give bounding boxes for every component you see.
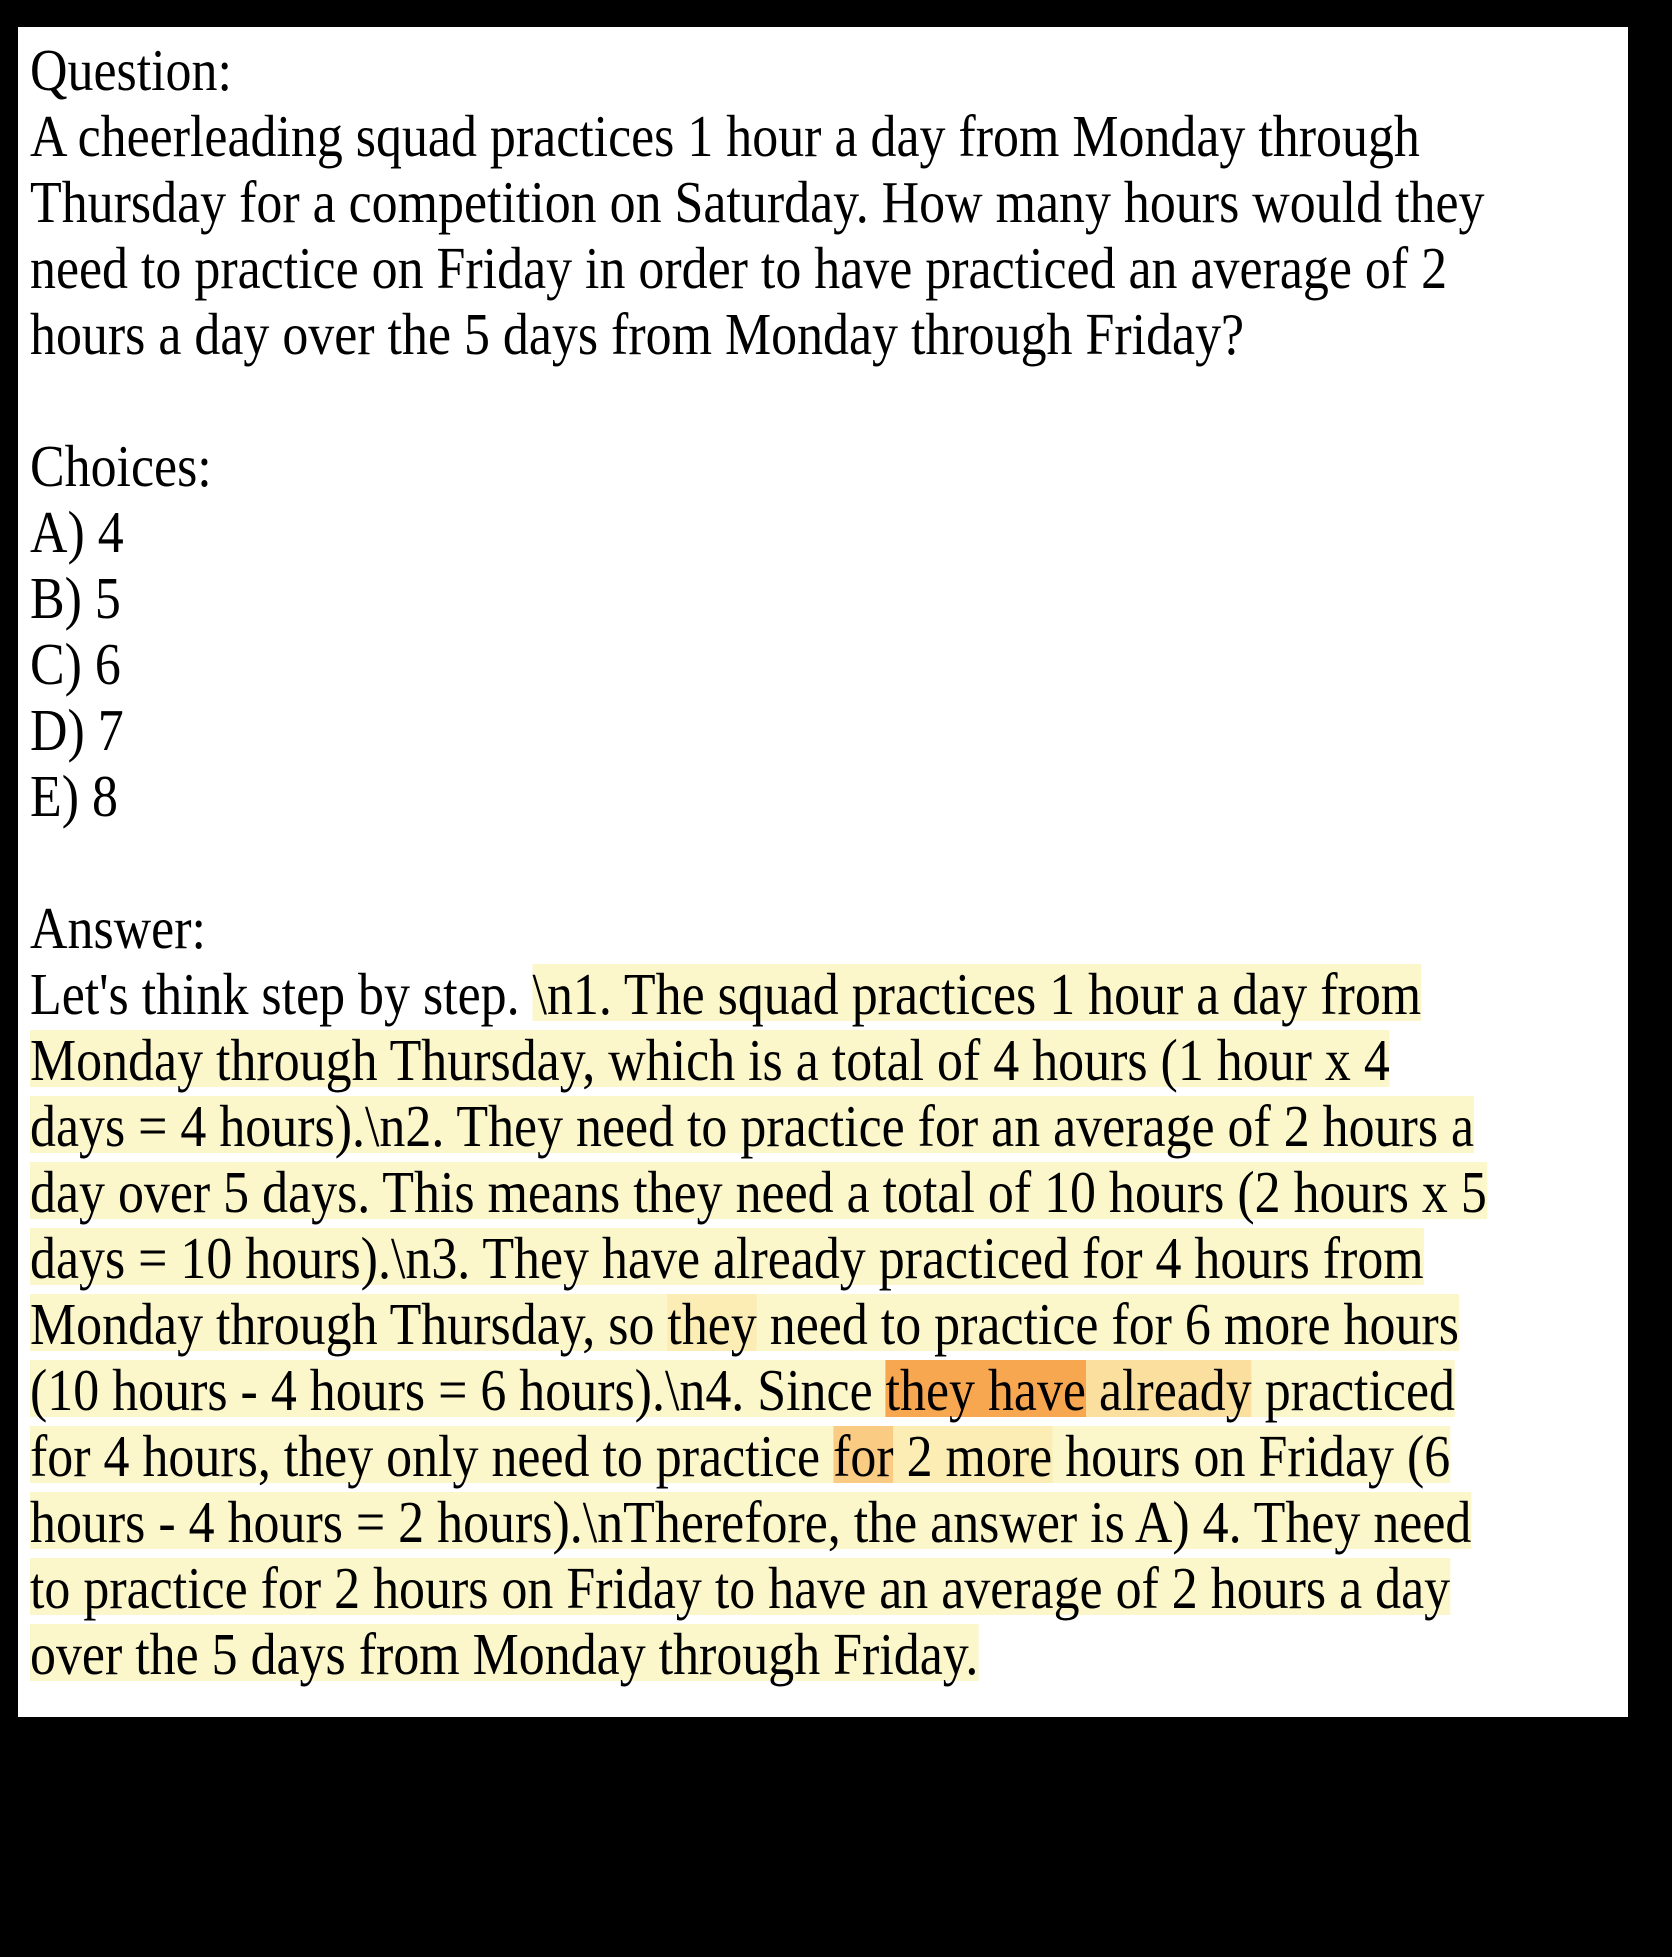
answer-line [30,1357,1455,1423]
highlighted-text: already [1085,1357,1252,1423]
answer-line [30,1621,1436,1687]
highlighted-text: they [667,1291,757,1357]
highlighted-text: \n1. The squad practices 1 hour a day from [532,961,1422,1027]
highlighted-text: for 4 hours, they only need to practice [30,1423,834,1489]
highlighted-text: to practice for 2 hours on Friday to have an average of 2 hours a day [30,1555,1451,1621]
highlighted-text: hours on Friday (6 [1052,1423,1451,1489]
question-line: need to practice on Friday in order to have practiced an average of 2 [30,235,1448,301]
choice-item: E) 8 [30,763,118,829]
question-heading: Question: [30,37,232,103]
highlighted-text: hours - 4 hours = 2 hours).\nTherefore, the answer is A) 4. They need [30,1489,1472,1555]
highlighted-text: day over 5 days. This means they need a total of 10 hours (2 hours x 5 [30,1159,1487,1225]
highlighted-text: (10 hours - 4 hours = 6 hours).\n4. Since [30,1357,886,1423]
highlighted-text: days = 4 hours).\n2. They need to practice for an average of 2 hours a [30,1093,1475,1159]
blank-line [30,829,1628,895]
highlighted-text: practiced [1251,1357,1455,1423]
answer-line [30,1159,1487,1225]
highlighted-text: over the 5 days from Monday through Friday. [30,1621,979,1687]
highlighted-text: Monday through Thursday, so [30,1291,668,1357]
highlighted-text: 2 more [893,1423,1053,1489]
answer-line [30,1423,1451,1489]
answer-line [30,961,1436,1027]
answer-text: Let's think step by step. [30,961,533,1027]
highlighted-text: Monday through Thursday, which is a total of 4 hours (1 hour x 4 [30,1027,1390,1093]
choice-item: C) 6 [30,631,121,697]
answer-line [30,1225,1436,1291]
answer-line [30,1555,1451,1621]
blank-line [30,367,1628,433]
highlighted-text: for [833,1423,894,1489]
answer-line [30,1027,1436,1093]
answer-line [30,1291,1459,1357]
choice-item: A) 4 [30,499,124,565]
choice-lines [30,499,1628,829]
answer-line [30,1093,1475,1159]
document-card [18,27,1628,1717]
question-lines [30,103,1628,367]
question-line: A cheerleading squad practices 1 hour a day from Monday through [30,103,1420,169]
question-line: hours a day over the 5 days from Monday through Friday? [30,301,1245,367]
highlighted-text: days = 10 hours).\n3. They have already practiced for 4 hours from [30,1225,1424,1291]
answer-line [30,1489,1472,1555]
highlighted-text: they have [885,1357,1086,1423]
highlighted-text: need to practice for 6 more hours [756,1291,1459,1357]
choice-item: D) 7 [30,697,124,763]
answer-heading: Answer: [30,895,206,961]
choices-heading: Choices: [30,433,212,499]
answer-lines [30,961,1628,1687]
question-line: Thursday for a competition on Saturday. How many hours would they [30,169,1485,235]
choice-item: B) 5 [30,565,121,631]
